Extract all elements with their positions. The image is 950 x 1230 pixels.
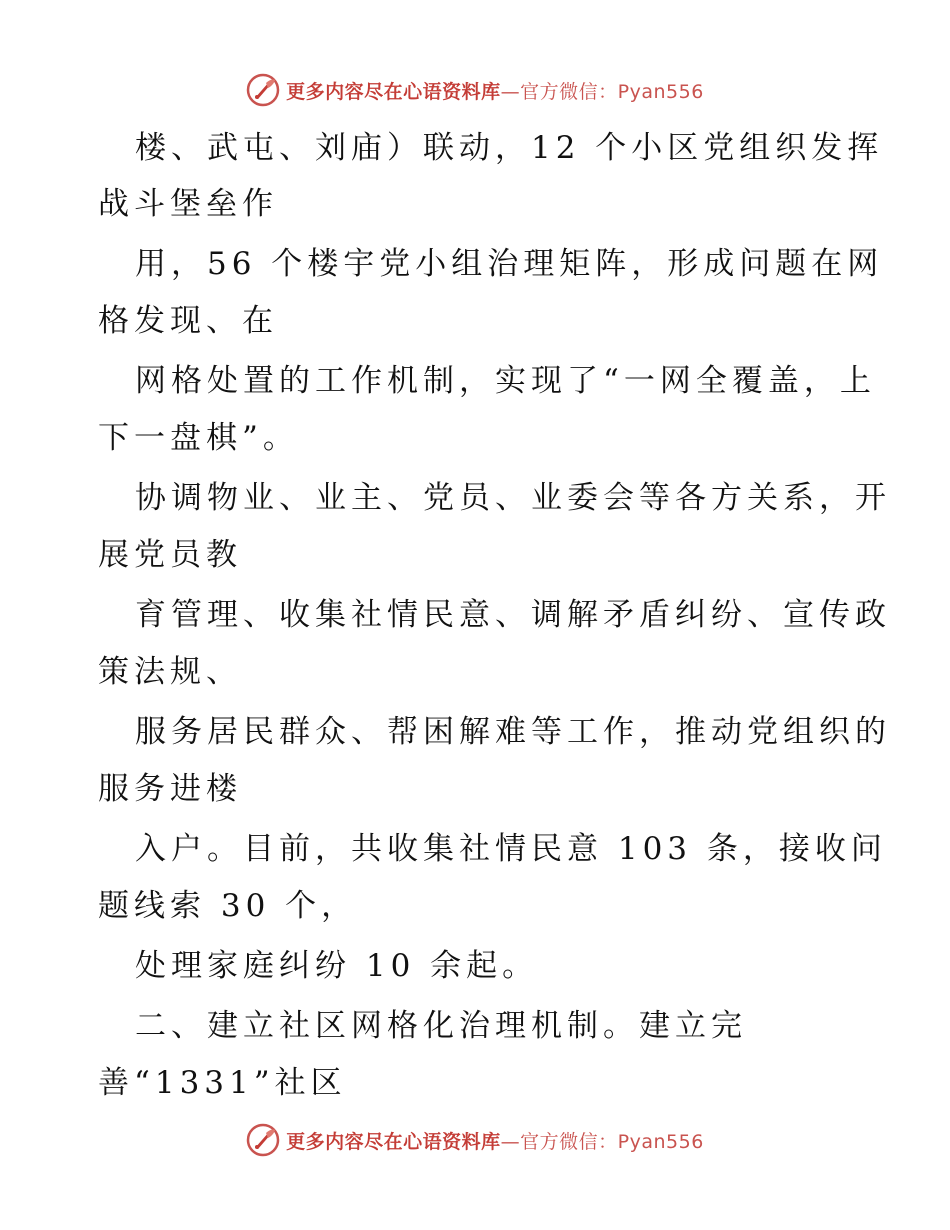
text-line: 网格处置的工作机制，实现了“一网全覆盖，上 xyxy=(135,363,876,399)
banner-text xyxy=(286,77,704,104)
banner-dash: — xyxy=(500,1130,521,1153)
text-line: 下一盘棋”。 xyxy=(98,420,299,456)
text-line: 入户。目前，共收集社情民意 103 条，接收问 xyxy=(135,831,887,867)
text-line: 格发现、在 xyxy=(98,303,278,339)
banner-lead: 更多内容尽在心语资料库 xyxy=(286,80,501,103)
banner-lead: 更多内容尽在心语资料库 xyxy=(286,1130,501,1153)
banner-tail: 官方微信：Pyan556 xyxy=(520,1130,704,1153)
text-line: 楼、武屯、刘庙）联动，12 个小区党组织发挥 xyxy=(135,130,884,166)
quill-logo-icon xyxy=(246,73,280,107)
text-line: 题线索 30 个， xyxy=(98,888,358,924)
text-line: 用，56 个楼宇党小组治理矩阵，形成问题在网 xyxy=(135,246,884,282)
text-line: 服务进楼 xyxy=(98,771,242,807)
text-line: 协调物业、业主、党员、业委会等各方关系，开 xyxy=(135,480,891,516)
banner-text xyxy=(286,1127,704,1154)
text-line: 策法规、 xyxy=(98,654,242,690)
footer-banner xyxy=(0,1120,950,1160)
banner-dash: — xyxy=(500,80,521,103)
text-line: 二、建立社区网格化治理机制。建立完 xyxy=(135,1008,747,1044)
text-line: 展党员教 xyxy=(98,537,242,573)
quill-logo-icon xyxy=(246,1123,280,1157)
text-line: 战斗堡垒作 xyxy=(98,186,278,222)
text-line: 育管理、收集社情民意、调解矛盾纠纷、宣传政 xyxy=(135,597,891,633)
text-line: 服务居民群众、帮困解难等工作，推动党组织的 xyxy=(135,714,891,750)
text-line: 善“1331”社区 xyxy=(98,1065,347,1101)
text-line: 处理家庭纠纷 10 余起。 xyxy=(135,948,539,984)
header-banner xyxy=(0,70,950,110)
banner-tail: 官方微信：Pyan556 xyxy=(520,80,704,103)
